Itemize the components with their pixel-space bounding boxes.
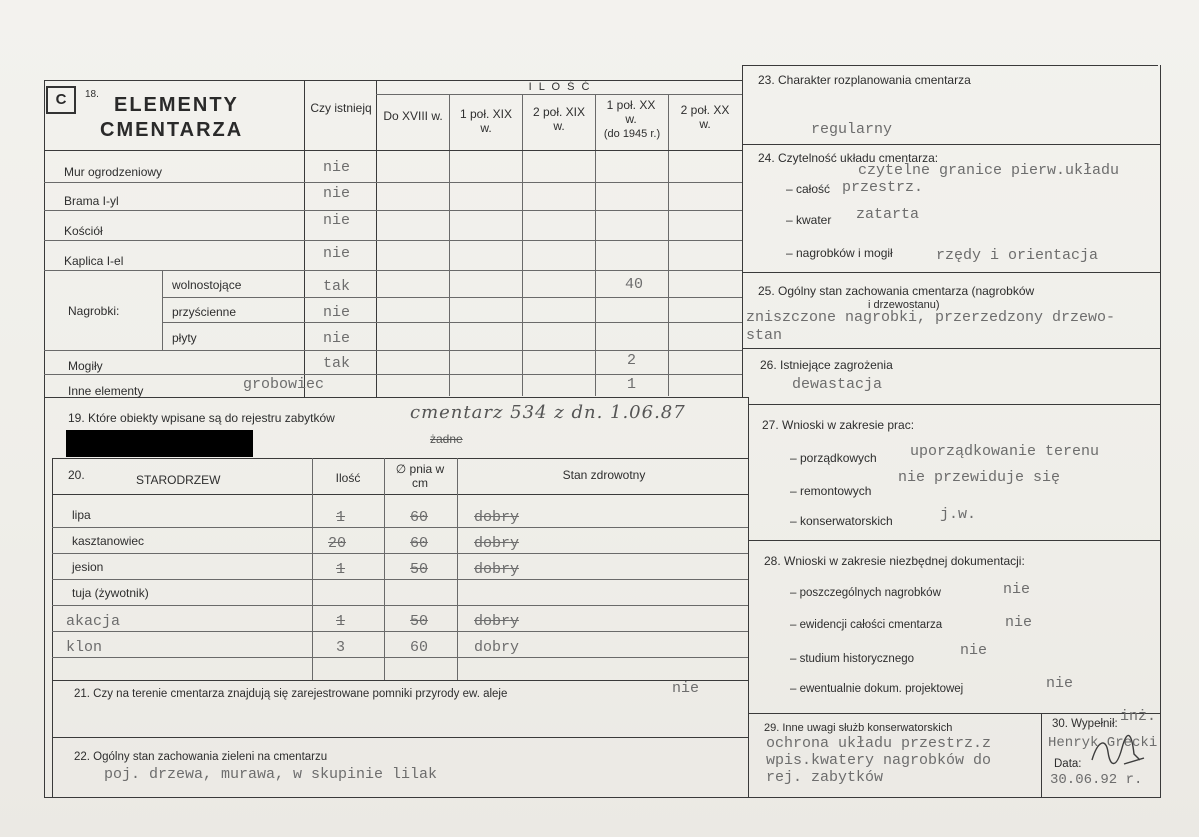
row-label-mogily: Mogiły (68, 359, 103, 373)
s29-top (748, 713, 1160, 714)
title-line-1: ELEMENTY (114, 94, 239, 116)
s30-date: 30.06.92 r. (1050, 772, 1143, 788)
s20-row-3 (52, 579, 748, 580)
s24-nagrobkow-value: rzędy i orientacja (936, 247, 1099, 264)
row-value-inne: grobowiec (243, 376, 325, 393)
row-label-wolnostojace: wolnostojące (172, 278, 242, 292)
s20-top (52, 458, 748, 459)
tree-ilosc: 20 (328, 535, 347, 552)
s27-top (748, 404, 1160, 405)
s28-row-value: nie (1046, 675, 1074, 692)
s27-row-value: j.w. (940, 506, 977, 523)
col-header-czy: Czy istniejq (310, 101, 372, 115)
s28-row-value: nie (1005, 614, 1033, 631)
frame-right (1160, 65, 1161, 798)
s19-handwritten: cmentarz 534 z dn. 1.06.87 (410, 402, 686, 423)
s24-label: 24. Czytelność układu cmentarza: (758, 151, 939, 165)
s21-left (52, 680, 53, 797)
s23-label: 23. Charakter rozplanowania cmentarza (758, 73, 971, 87)
s27-row-label: – konserwatorskich (790, 514, 893, 528)
signature-scribble (1088, 730, 1148, 778)
s25-value1: zniszczone nagrobki, przerzedzony drzewo- (746, 309, 1116, 326)
row-line-5 (162, 297, 742, 298)
s29-value3: rej. zabytków (766, 769, 884, 786)
row-xx1-inne: 1 (627, 376, 637, 393)
s20-col-stan (457, 458, 458, 680)
tree-ilosc: 1 (336, 613, 346, 630)
tree-pien: 50 (410, 613, 429, 630)
s29-value2: wpis.kwatery nagrobków do (766, 752, 992, 769)
row-label-kosciol: Kościół (64, 224, 103, 238)
row-czy-mur: nie (323, 159, 351, 176)
row-label-mur: Mur ogrodzeniowy (64, 165, 163, 179)
tree-ilosc: 3 (336, 639, 346, 656)
tree-name: kasztanowiec (72, 534, 145, 548)
s27-label: 27. Wnioski w zakresie prac: (762, 418, 915, 432)
col-header-ilosc: I L O Ś Ć (528, 81, 592, 93)
tree-pien: 60 (410, 509, 429, 526)
s29-label: 29. Inne uwagi służb konserwatorskich (764, 722, 953, 734)
tree-stan: dobry (474, 613, 520, 630)
row-line-8 (44, 374, 742, 375)
s25-label2: i drzewostanu) (868, 299, 940, 311)
row-czy-brama: nie (323, 185, 351, 202)
s28-row-label: – ewentualnie dokum. projektowej (790, 683, 964, 695)
s30-data-label: Data: (1054, 758, 1082, 770)
row-line-1 (44, 182, 742, 183)
s20-left (52, 458, 53, 680)
frame-bottom (44, 797, 1160, 798)
s24-kwater-label: – kwater (786, 213, 832, 227)
row-czy-plyty: nie (323, 330, 351, 347)
s29-value1: ochrona układu przestrz.z (766, 735, 992, 752)
s21-label: 21. Czy na terenie cmentarza znajdują się zarejestrowane pomniki przyrody ew. aleje (74, 688, 508, 700)
s28-row-label: – studium historycznego (790, 653, 915, 665)
s20-row-6 (52, 657, 748, 658)
s23-value: regularny (811, 121, 893, 138)
s28-row-value: nie (960, 642, 988, 659)
row-label-kaplica: Kaplica I-el (64, 254, 124, 268)
row-label-plyty: płyty (172, 331, 197, 345)
tree-name: lipa (72, 508, 91, 522)
s22-value: poj. drzewa, murawa, w skupinie lilak (104, 766, 438, 783)
s30-name: Henryk Grecki (1048, 735, 1158, 751)
s24-top (742, 144, 1160, 145)
col-header-2pol-xx: 2 poł. XX w. (680, 103, 730, 131)
s30-inz: inż. (1120, 708, 1157, 725)
s25-top (742, 272, 1160, 273)
row-line-7 (44, 350, 742, 351)
s20-col-stan-header: Stan zdrowotny (562, 468, 646, 482)
s28-row-label: – ewidencji całości cmentarza (790, 619, 943, 631)
tree-ilosc: 1 (336, 561, 346, 578)
s28-top (748, 540, 1160, 541)
tree-name: tuja (żywotnik) (72, 586, 149, 600)
row-label-inne: Inne elementy (68, 384, 144, 398)
s27-row-value: uporządkowanie terenu (910, 443, 1100, 460)
col-header-1pol-xix: 1 poł. XIX w. (459, 107, 513, 135)
tree-stan: dobry (474, 509, 520, 526)
row-xx1-mogily: 2 (627, 352, 637, 369)
row-label-brama: Brama I-yl (64, 194, 119, 208)
s26-value: dewastacja (792, 376, 883, 393)
s24-calosc-value1: czytelne granice pierw.układu (858, 162, 1120, 179)
col-header-1pol-xx: 1 poł. XX w. (606, 98, 656, 126)
tree-name-typed: klon (66, 639, 103, 656)
s25-label: 25. Ogólny stan zachowania cmentarza (nagrobków (758, 284, 1035, 298)
s20-col-pnia (384, 458, 385, 680)
row-xx1-wolnostojace: 40 (625, 276, 644, 293)
redaction-bar (66, 430, 253, 457)
s26-top (742, 348, 1160, 349)
tree-stan: dobry (474, 639, 520, 656)
tree-ilosc: 1 (336, 509, 346, 526)
row-label-nagrobki: Nagrobki: (68, 304, 120, 318)
s26-label: 26. Istniejące zagrożenia (760, 358, 893, 372)
ilosc-under (376, 94, 742, 95)
s24-calosc-label: – całość (786, 182, 831, 196)
s20-col-ilosc-header: Ilość (335, 471, 361, 485)
frame-left (44, 80, 45, 798)
s21-value: nie (672, 680, 700, 697)
s27-row-label: – remontowych (790, 484, 872, 498)
tree-stan: dobry (474, 561, 520, 578)
s22-label: 22. Ogólny stan zachowania zieleni na cmentarzu (74, 751, 328, 763)
s27-row-label: – porządkowych (790, 451, 877, 465)
tree-pien: 50 (410, 561, 429, 578)
s20-col-ilosc (312, 458, 313, 680)
s20-row-1 (52, 527, 748, 528)
s20-row-4 (52, 605, 748, 606)
s20-header-bottom (52, 494, 748, 495)
s28-label: 28. Wnioski w zakresie niezbędnej dokumentacji: (764, 554, 1025, 568)
s24-kwater-value: zatarta (856, 206, 920, 223)
table-bottom (44, 397, 748, 398)
s28-row-value: nie (1003, 581, 1031, 598)
subcol-nagrobki (162, 270, 163, 350)
frame-top-right (742, 65, 1158, 66)
row-czy-przyscienne: nie (323, 304, 351, 321)
s21-top (52, 680, 748, 681)
row-label-przyscienne: przyścienne (172, 305, 237, 319)
tree-pien: 60 (410, 639, 429, 656)
header-bottom (44, 150, 742, 151)
s20-title: STARODRZEW (136, 473, 221, 487)
row-czy-kosciol: nie (323, 212, 351, 229)
section-18-number: 18. (85, 89, 99, 100)
tree-name: jesion (72, 560, 104, 574)
row-czy-kaplica: nie (323, 245, 351, 262)
tree-pien: 60 (410, 535, 429, 552)
row-line-2 (44, 210, 742, 211)
col-header-1pol-xx-sub: (do 1945 r.) (603, 128, 661, 140)
s19-label: 19. Które obiekty wpisane są do rejestru zabytków (68, 411, 335, 425)
row-czy-mogily: tak (323, 355, 351, 372)
tree-name-typed: akacja (66, 613, 121, 630)
s20-col-pnia-header: ∅ pnia w cm (395, 462, 445, 490)
tree-stan: dobry (474, 535, 520, 552)
s30-left (1041, 713, 1042, 797)
s24-calosc-value2: przestrz. (842, 179, 924, 196)
col-header-2pol-xix: 2 poł. XIX w. (532, 105, 586, 133)
row-line-3 (44, 240, 742, 241)
row-czy-wolnostojace: tak (323, 278, 351, 295)
s24-nagrobkow-label: – nagrobków i mogił (786, 246, 893, 260)
s28-row-label: – poszczególnych nagrobków (790, 587, 941, 599)
s19-struck-value: żadne (430, 432, 463, 446)
s20-number: 20. (68, 468, 85, 482)
frame-mid-lower (748, 397, 749, 797)
s25-value2: stan (746, 327, 783, 344)
form-letter-box: C (46, 86, 76, 114)
row-line-4 (44, 270, 742, 271)
s27-row-value: nie przewiduje się (898, 469, 1061, 486)
row-line-6 (162, 322, 742, 323)
col-header-do-xviii: Do XVIII w. (383, 109, 443, 123)
s20-row-5 (52, 631, 748, 632)
title-line-2: CMENTARZA (100, 119, 244, 141)
s22-top (52, 737, 748, 738)
s30-label: 30. Wypełnił: (1052, 718, 1118, 730)
s20-row-2 (52, 553, 748, 554)
